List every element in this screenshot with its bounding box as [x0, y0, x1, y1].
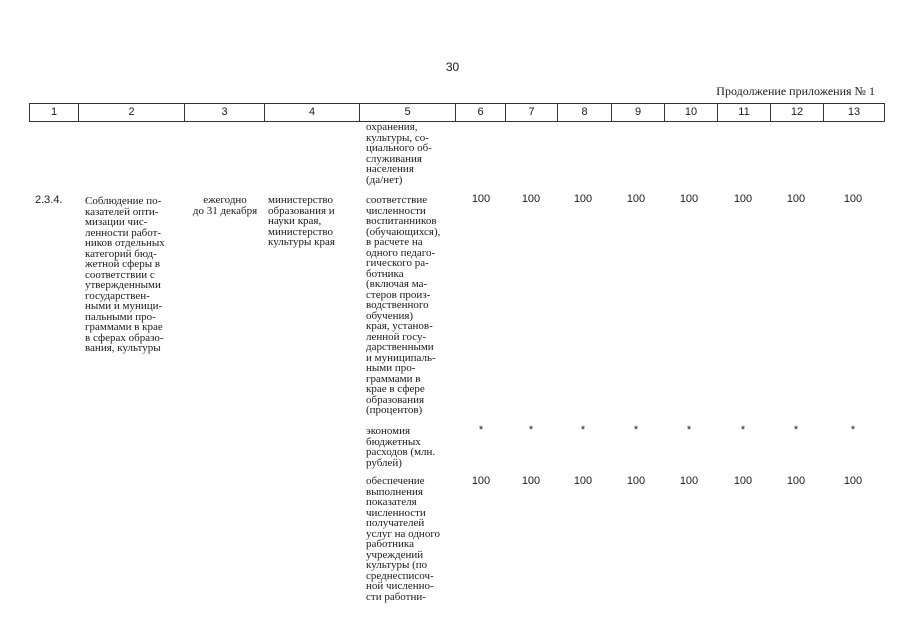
executor-text: министерство образования и науки края, министерство культуры края [268, 194, 335, 248]
header-col-13: 13 [823, 104, 885, 121]
header-col-9: 9 [611, 104, 664, 121]
value-cell: * [633, 424, 639, 436]
value-cell: 100 [733, 475, 753, 487]
value-cell: 100 [843, 193, 863, 205]
value-cell: 100 [573, 475, 593, 487]
measure-text: Соблюдение по- казателей опти- мизации чис- ленности работ- ников отдельных категорий бюд- жетной сферы в соответствии с утвержденными государствен- ными и муници- пальными про- граммами в крае в сферах образо- вания, культуры [85, 195, 165, 354]
value-cell: * [528, 424, 534, 436]
value-cell: 100 [786, 475, 806, 487]
value-cell: 100 [573, 193, 593, 205]
value-cell: 100 [679, 193, 699, 205]
header-col-11: 11 [717, 104, 770, 121]
value-cell: 100 [471, 475, 491, 487]
value-cell: 100 [843, 475, 863, 487]
page-number: 30 [445, 60, 460, 74]
header-col-4: 4 [264, 104, 359, 121]
value-cell: 100 [626, 193, 646, 205]
table-header-row [29, 103, 885, 122]
value-cell: * [740, 424, 746, 436]
value-cell: 100 [521, 475, 541, 487]
value-cell: * [850, 424, 856, 436]
value-cell: * [793, 424, 799, 436]
header-col-6: 6 [455, 104, 505, 121]
indicator-2-text: экономия бюджетных расходов (млн. рублей) [366, 425, 436, 469]
header-col-10: 10 [664, 104, 717, 121]
value-cell: 100 [626, 475, 646, 487]
indicator-3-text: обеспечение выполнения показателя численности получателей услуг на одного работника учреждений культуры (по среднесписоч- ной численно- сти работни- [366, 475, 441, 603]
value-cell: 100 [786, 193, 806, 205]
value-cell: 100 [521, 193, 541, 205]
header-col-7: 7 [505, 104, 557, 121]
deadline-text: ежегодно до 31 декабря [192, 194, 258, 217]
indicator-1-text: соответствие численности воспитанников (обучающихся), в расчете на одного педаго- гического ра- ботника (включая ма- стеров произ- водственного обучения) края, установ- ленной госу- дарственными и муниципаль- ными про- граммами в крае в сфере образования (процентов) [366, 194, 441, 416]
header-col-12: 12 [770, 104, 823, 121]
value-cell: 100 [471, 193, 491, 205]
value-cell: 100 [679, 475, 699, 487]
header-col-1: 1 [29, 104, 78, 121]
continuation-label: Продолжение приложения № 1 [716, 84, 875, 98]
header-col-2: 2 [78, 104, 184, 121]
header-col-5: 5 [359, 104, 455, 121]
header-col-8: 8 [557, 104, 611, 121]
row-number: 2.3.4. [35, 194, 63, 206]
value-cell: * [580, 424, 586, 436]
value-cell: * [478, 424, 484, 436]
carryover-indicator-text: охранения, культуры, со- циального об- служивания населения (да/нет) [366, 121, 432, 186]
value-cell: * [686, 424, 692, 436]
header-col-3: 3 [184, 104, 264, 121]
value-cell: 100 [733, 193, 753, 205]
